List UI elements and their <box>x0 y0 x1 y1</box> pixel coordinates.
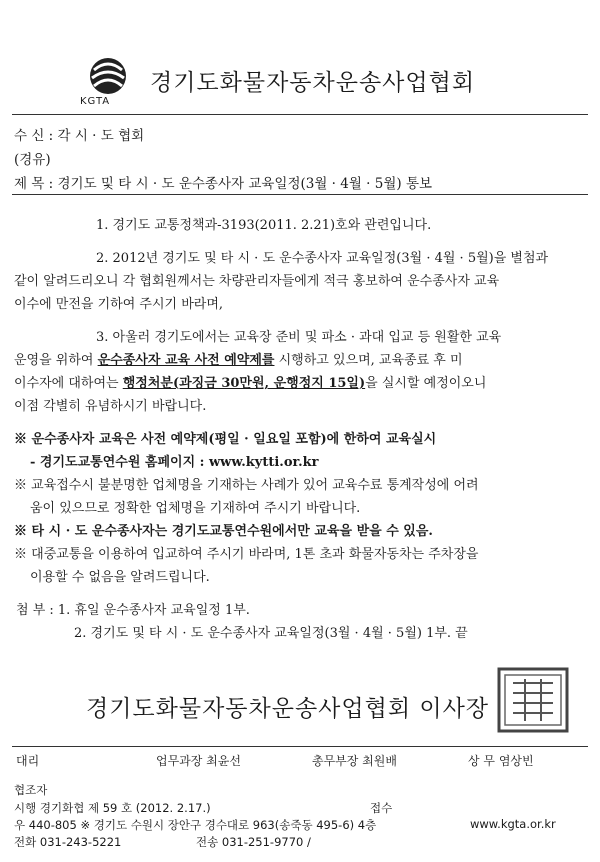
via-line: (경유) <box>14 152 51 168</box>
approval-executive: 상 무 염상빈 <box>468 754 534 768</box>
p3-line2-post: 시행하고 있으며, 교육종료 후 미 <box>274 353 463 368</box>
note-2-line-1: ※ 교육접수시 불분명한 업체명을 기재하는 사례가 있어 교육수료 통계작성에 어려 <box>14 478 479 493</box>
penalty-emphasis: 행정처분(과징금 30만원, 운행정지 15일) <box>122 376 366 391</box>
document-number: 시행 경기화협 제 59 호 (2012. 2.17.) <box>14 801 211 815</box>
cooperators-label: 협조자 <box>14 783 48 797</box>
approval-deputy: 대리 <box>16 754 40 768</box>
p3-line3-post: 을 실시할 예정이오니 <box>365 376 487 391</box>
approval-divider <box>12 746 588 747</box>
note-1: ※ 운수종사자 교육은 사전 예약제(평일 · 일요일 포함)에 한하여 교육실시 <box>14 432 437 447</box>
official-seal-icon <box>495 665 571 735</box>
approval-manager: 업무과장 최윤선 <box>156 754 241 768</box>
subject-divider <box>12 194 588 195</box>
received-label: 접수 <box>370 801 393 815</box>
approval-director: 총무부장 최원배 <box>312 754 397 768</box>
paragraph-3-line-1: 3. 아울러 경기도에서는 교육장 준비 및 파소 · 과대 입교 등 원활한 교육 <box>96 330 502 345</box>
paragraph-1: 1. 경기도 교통정책과-3193(2011. 2.21)호와 관련입니다. <box>96 218 432 233</box>
p3-line3-pre: 이수자에 대하여는 <box>14 376 123 391</box>
note-3: ※ 타 시 · 도 운수종사자는 경기도교통연수원에서만 교육을 받을 수 있음. <box>14 524 433 539</box>
paragraph-3-line-3 <box>14 372 486 391</box>
paragraph-3-line-4: 이점 각별히 유념하시기 바랍니다. <box>14 399 207 414</box>
attachment-1: 첨 부 : 1. 휴일 운수종사자 교육일정 1부. <box>16 603 250 618</box>
note-1-homepage: - 경기도교통연수원 홈페이지 : www.kytti.or.kr <box>30 455 319 470</box>
p3-line2-pre: 운영을 위하여 <box>14 353 98 368</box>
logo-text: KGTA <box>80 96 111 107</box>
signature-title: 경기도화물자동차운송사업협회 이사장 <box>86 696 490 722</box>
header-divider <box>12 114 588 115</box>
phone-number: 전화 031-243-5221 <box>14 835 122 849</box>
note-4-line-1: ※ 대중교통을 이용하여 입교하여 주시기 바라며, 1톤 초과 화물자동차는 주차장을 <box>14 547 479 562</box>
website-link[interactable]: www.kgta.or.kr <box>470 817 556 831</box>
note-4-line-2: 이용할 수 없음을 알려드립니다. <box>30 570 210 585</box>
subject-line: 제 목 : 경기도 및 타 시 · 도 운수종사자 교육일정(3월 · 4월 · 5월) 통보 <box>14 176 433 192</box>
attachment-2: 2. 경기도 및 타 시 · 도 운수종사자 교육일정(3월 · 4월 · 5월) 1부. 끝 <box>74 626 468 641</box>
recipient-line: 수 신 : 각 시 · 도 협회 <box>14 128 145 144</box>
postal-address: 우 440-805 ※ 경기도 수원시 장안구 경수대로 963(송죽동 495-6) 4층 <box>14 818 377 832</box>
paragraph-3-line-2 <box>14 349 463 368</box>
fax-number: 전송 031-251-9770 / <box>196 835 311 849</box>
organization-title: 경기도화물자동차운송사업협회 <box>150 70 476 96</box>
paragraph-2-line-2: 같이 알려드리오니 각 협회원께서는 차량관리자들에게 적극 홍보하여 운수종사자 교육 <box>14 274 500 289</box>
paragraph-2-line-1: 2. 2012년 경기도 및 타 시 · 도 운수종사자 교육일정(3월 · 4월 · 5월)을 별첨과 <box>96 251 549 266</box>
note-2-line-2: 움이 있으므로 정확한 업체명을 기재하여 주시기 바랍니다. <box>30 501 361 516</box>
reservation-system-emphasis: 운수종사자 교육 사전 예약제를 <box>97 353 275 368</box>
paragraph-2-line-3: 이수에 만전을 기하여 주시기 바라며, <box>14 297 224 312</box>
